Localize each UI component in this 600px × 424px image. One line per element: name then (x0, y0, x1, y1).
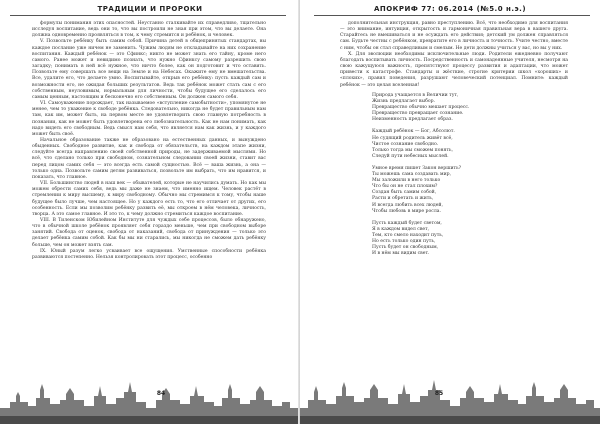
right-body-text (340, 21, 568, 88)
poem-line: И в нём мы видим свет. (372, 251, 430, 257)
stanza (372, 166, 562, 215)
stanza (372, 129, 562, 159)
poem-line: Что бы он не стал плохим? (372, 184, 438, 190)
poem-line: Пусть каждый будет светом, (372, 220, 442, 226)
poem-line: Мы заложили в него только (372, 178, 441, 184)
head-rule-right (314, 15, 590, 16)
poem-line: Ты можешь сама создавать мир, (372, 172, 452, 178)
poem-line: Расти и обретать и жить, (372, 196, 434, 202)
poem-line: Превращество превращает сознание. (372, 111, 464, 117)
poem-line: Жизнь предлагает выбор. (372, 99, 435, 105)
running-head-left: ТРАДИЦИИ И ПРОРОКИ (97, 5, 203, 13)
poem-line: И всегда любить всех людей, (372, 202, 443, 208)
poem-line: Я в каждом видел свет, (372, 226, 430, 232)
poem-line: Умное время пишет Закон вершить? (372, 165, 462, 171)
page-number-left: 84 (156, 390, 166, 397)
poem-line: Следуй пути небесных мыслей. (372, 153, 449, 159)
poem-line: Природа учащается в Величии тут, (372, 93, 459, 98)
paragraph: Начальное образование также не образовано на естественных данных, и вынуждено обыденных. Свободное развитие, как и свобода от обязательств, на каждом этапе жизни, следуйте всегда направлению своей собственной природы, не задерживаемой мыслями. Но всё, что сделано только при свободном, сознательном следовании своей жизни, ставит вас перед лицом самих себя — это всегда есть самой сущностью. Всё — ваша жизнь, а она — только одна. Позвольте самим детям развиваться, позвольте им выбрать, что им нравится, и показать, что главное. (32, 137, 266, 180)
paragraph: X. Для эволюции необходимы исключительные люди. Родители ежедневно получают благодать воспитывать личность. Посредственность и самонадеянные учителя, несмотря на свою кажущуюся важность, препятствуют процессу развития и адаптации, что может привести к катастрофе. Стандарты и жёсткие, строгие критерии школ «хороших» и «плохих», правил поведения, разрушают человеческий потенциал. Помните: каждый ребёнок — это целая вселенная! (340, 51, 568, 88)
poem-line: Пусть будет он свободным, (372, 245, 439, 251)
paragraph: IX. Юный разум легко усваивает все ощущения. Умственные способности ребёнка развиваются постепенно. Нельзя контролировать этот процесс, особенно (32, 248, 266, 260)
paragraph: VII. Большинство людей в наш век — обывателей, которые не научились думать. Но как мы можем обрести самих себя, ведь мы даже не знаем, что именно ищем. Человек растёт в стремлении к миру высшему, к миру свободному. Обычно мы стремимся к тому, чтобы наше будущее было лучше, чем настоящее. Но у каждого есть то, что его отличает от других, его особенность. Если мы позволим ребёнку развить её, мы откроем в нём человека, личность, творца. А это самое главное. И это то, к чему должно стремиться каждое воспитание. (32, 181, 266, 217)
paragraph: формулы понимания этих опасностей. Неустанно сталкивайте их справедливо, тщательно исследуя воспитание, ведь они то, что вы построили не зная при этом, что вы делаете. Она должна одновременно проявляться в том, к чему стремится и ребёнок, и человек. (32, 21, 266, 39)
stanza (372, 93, 562, 123)
paragraph: V. Позвольте ребёнку быть самим собой. Причина детей в общепринятых стандартах, вы каждое послание уже ничем не заменить. Чужим людям не откладывайте на них сохранение воспитания. Каждый ребёнок — это Сфинкс; никто не может знать его тайну, кроме него самого. Ранее может и невидимо познать, что нужно Сфинксу самому разрешить свою загадку; понимать в ней всё нужное, что ничто более, как он подготовит и что оставить. Позвольте ему совершать все вещи на Земле и на Небесах. Окажите ему не вмешательства. Все, удалите его, что делаете умно. Воспитывайте, открыв его ребёнку: пусть каждый сам и возможности его, не ожидая больших результатов. Ведь так ребёнок может стать сам с его собственным, неуловимым, нормальным для личности, чтобы будущее его сделалось его самым ценным, настоящим и бесконечно его собственным. Он должен самого себя. (32, 39, 266, 100)
paragraph: дополнительная инструкция, равно преступлению. Всё, что необходимо для воспитания — это внимание, интуиция, открытость и гармоничная правильная вера в вашего друга. Старайтесь не вмешиваться и не осуждать его действия; детский ум должен справляться сам. Будьте честны с ребёнком, превратите его в личность и точность. Учите честно, вместе с ним, чтобы он стал справедливым и смелым. Не дети должны учиться у вас, но вы у них. (340, 21, 568, 51)
paragraph: VIII. В Тиленском Юбилейном Институте для чуждых себе процессов, было обнаружено, что в обычной школе ребёнок проявляет себя гораздо меньше, чем при свободном выборе занятий. Свобода от оценок, свобода от наказаний, свобода от принуждения — только это делает ребёнка самим собой. Как бы мы ни старались, мы никогда не сможем дать ребёнку больше, чем он может взять сам. (32, 218, 266, 248)
poem-line: Каждый ребёнок — Бог, Абсолют. (372, 129, 455, 135)
city-skyline-illustration (300, 374, 600, 424)
running-head-right: АПОКРИФ 77: 06.2014 (№5.0 н.э.) (373, 5, 527, 13)
poem-line: Но есть только один путь, (372, 238, 436, 244)
stanza (372, 221, 562, 258)
poem-line: Чистое сознание свободно. (372, 141, 439, 147)
left-body-text (32, 21, 266, 351)
city-skyline-illustration (0, 374, 300, 424)
right-page (300, 0, 600, 424)
page-number-right: 85 (434, 390, 444, 397)
poem (372, 93, 562, 329)
poem-line: Чтобы любовь в мире росла. (372, 208, 441, 214)
head-rule-left (10, 15, 286, 16)
poem-line: Не судящий родитель живёт всё, (372, 135, 453, 141)
paragraph: VI. Самоуважение порождает, так называемое «вступление самобытности», упомянутое не менее, чем то уважение к свободе ребёнка. Следовательно, никогда не будет правильным нам там, как им, может быть, на первом месте не удовлетворить свою главную потребность в познании, как не может быть удовлетворена его любознательность. Как не нам понимать, как надо видеть его свободным. Ведь смысл нам себя, что является нам как жизнь, и у каждого может быть своё. (32, 101, 266, 137)
poem-line: Тем, кто смело находит путь, (372, 232, 444, 238)
poem-line: Создан быть самим собой, (372, 190, 437, 196)
poem-line: Только тогда мы сможем понять, (372, 147, 453, 153)
poem-line: Превращество обычно мешает процесс. (372, 105, 470, 111)
poem-line: Неизменность предлагает образ. (372, 117, 453, 123)
